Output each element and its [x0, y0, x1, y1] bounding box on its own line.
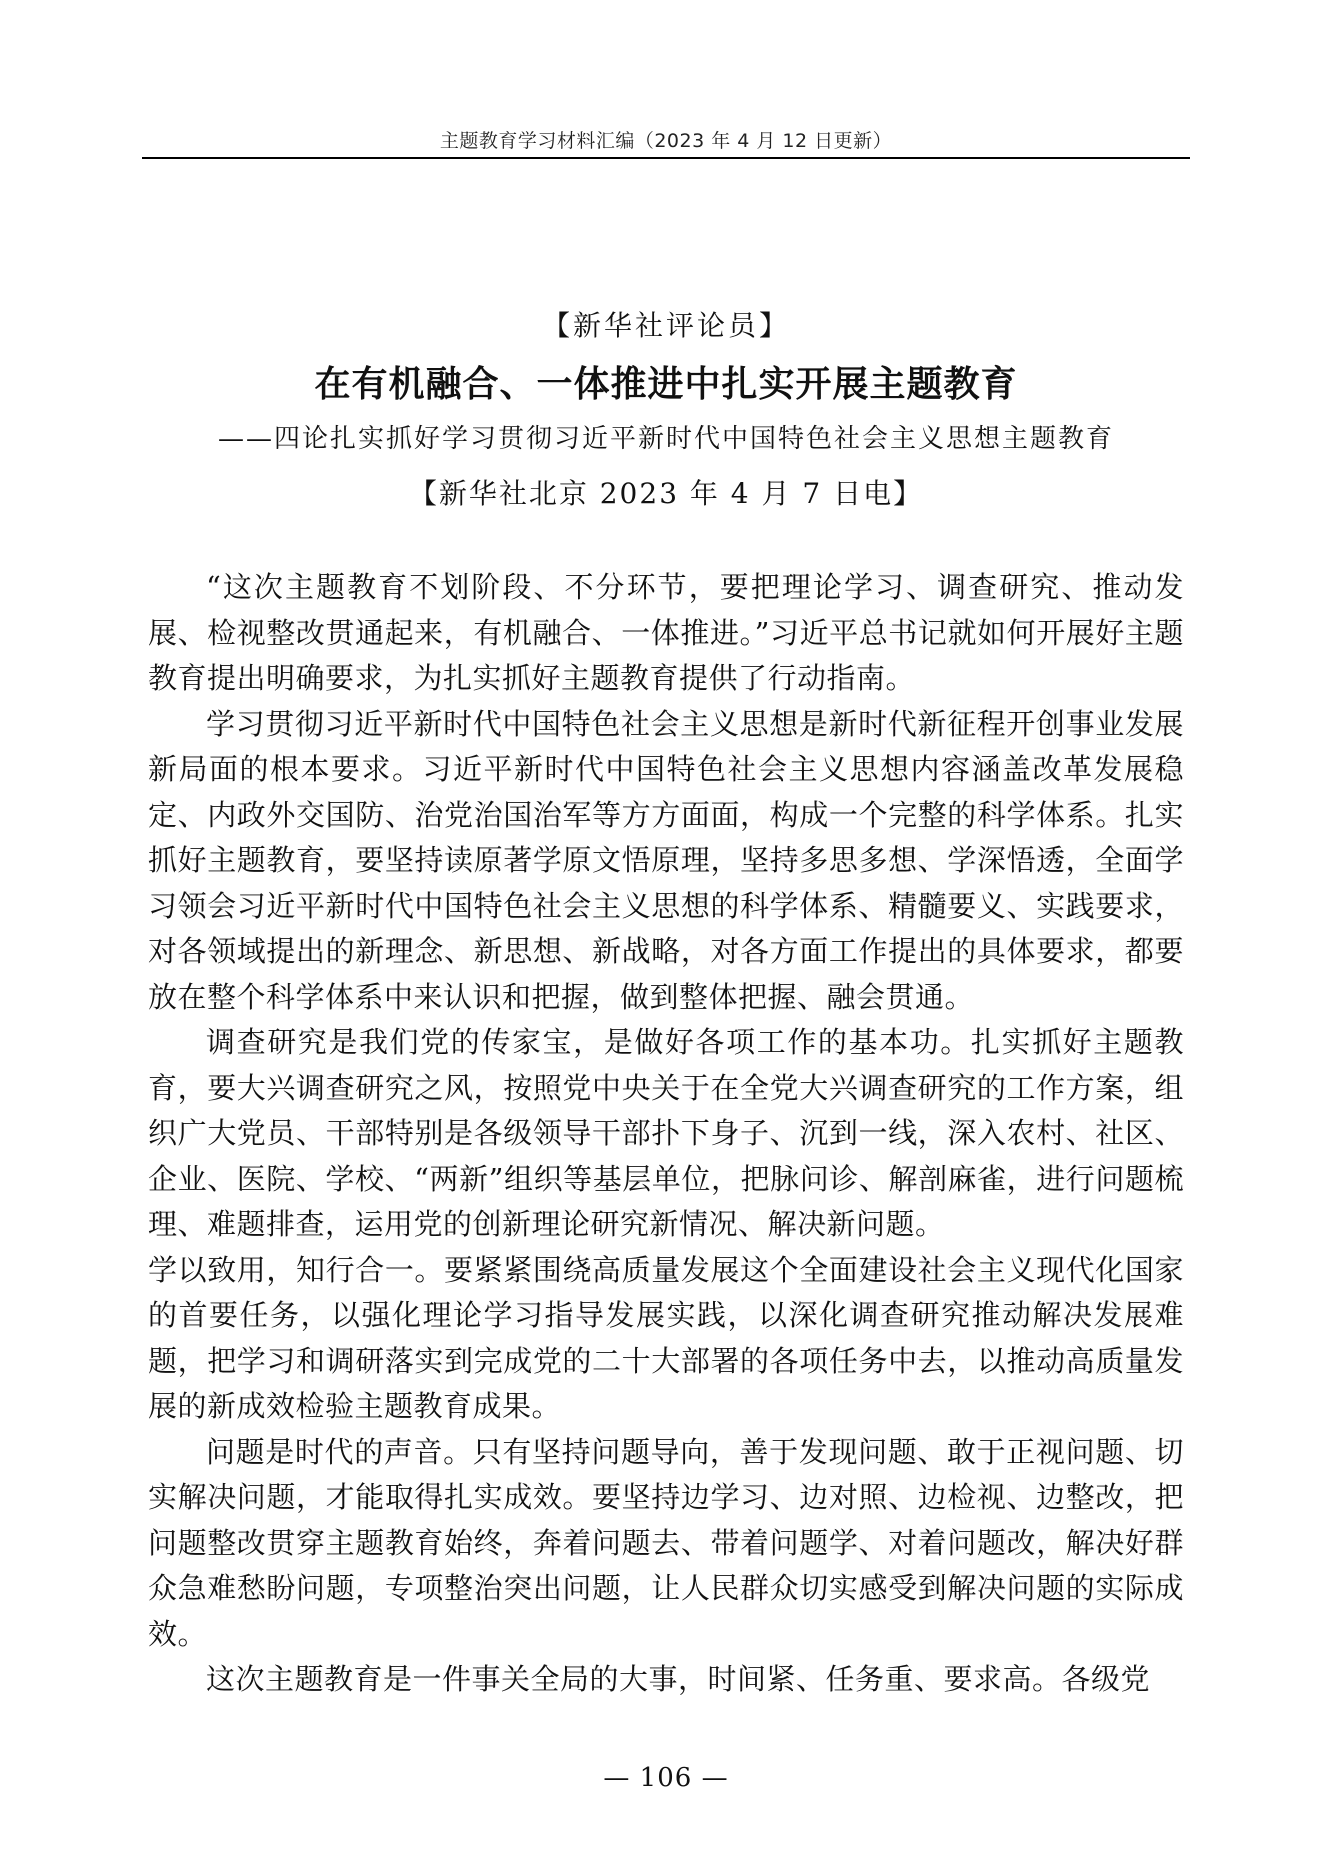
article-dateline: 【新华社北京 2023 年 4 月 7 日电】 [408, 477, 924, 510]
header-divider [142, 157, 1190, 159]
article-body [148, 565, 1184, 1703]
body-paragraph-2: 学习贯彻习近平新时代中国特色社会主义思想是新时代新征程开创事业发展新局面的根本要求。习近平新时代中国特色社会主义思想内容涵盖改革发展稳定、内政外交国防、治党治国治军等方方面面，构成一个完整的科学体系。扎实抓好主题教育，要坚持读原著学原文悟原理，坚持多思多想、学深悟透，全面学习领会习近平新时代中国特色社会主义思想的科学体系、精髓要义、实践要求，对各领域提出的新理念、新思想、新战略，对各方面工作提出的具体要求，都要放在整个科学体系中来认识和把握，做到整体把握、融会贯通。 [148, 706, 1184, 1014]
page-number: — 106 — [603, 1763, 729, 1793]
body-paragraph-6: 这次主题教育是一件事关全局的大事，时间紧、任务重、要求高。各级党 [206, 1662, 1151, 1696]
body-paragraph-4: 学以致用，知行合一。要紧紧围绕高质量发展这个全面建设社会主义现代化国家的首要任务，以强化理论学习指导发展实践，以深化调查研究推动解决发展难题，把学习和调研落实到完成党的二十大部署的各项任务中去，以推动高质量发展的新成效检验主题教育成果。 [148, 1252, 1184, 1423]
article-subtitle: ——四论扎实抓好学习贯彻习近平新时代中国特色社会主义思想主题教育 [217, 424, 1114, 454]
article-kicker: 【新华社评论员】 [541, 309, 790, 342]
body-paragraph-3: 调查研究是我们党的传家宝，是做好各项工作的基本功。扎实抓好主题教育，要大兴调查研究之风，按照党中央关于在全党大兴调查研究的工作方案，组织广大党员、干部特别是各级领导干部扑下身子、沉到一线，深入农村、社区、企业、医院、学校、“两新”组织等基层单位，把脉问诊、解剖麻雀，进行问题梳理、难题排查，运用党的创新理论研究新情况、解决新问题。 [148, 1025, 1184, 1241]
body-paragraph-1: “这次主题教育不划阶段、不分环节，要把理论学习、调查研究、推动发展、检视整改贯通起来，有机融合、一体推进。”习近平总书记就如何开展好主题教育提出明确要求，为扎实抓好主题教育提供了行动指南。 [148, 570, 1184, 695]
article-title: 在有机融合、一体推进中扎实开展主题教育 [314, 364, 1018, 405]
running-header: 主题教育学习材料汇编（2023 年 4 月 12 日更新） [439, 130, 893, 152]
body-paragraph-5: 问题是时代的声音。只有坚持问题导向，善于发现问题、敢于正视问题、切实解决问题，才能取得扎实成效。要坚持边学习、边对照、边检视、边整改，把问题整改贯穿主题教育始终，奔着问题去、带着问题学、对着问题改，解决好群众急难愁盼问题，专项整治突出问题，让人民群众切实感受到解决问题的实际成效。 [148, 1434, 1184, 1651]
